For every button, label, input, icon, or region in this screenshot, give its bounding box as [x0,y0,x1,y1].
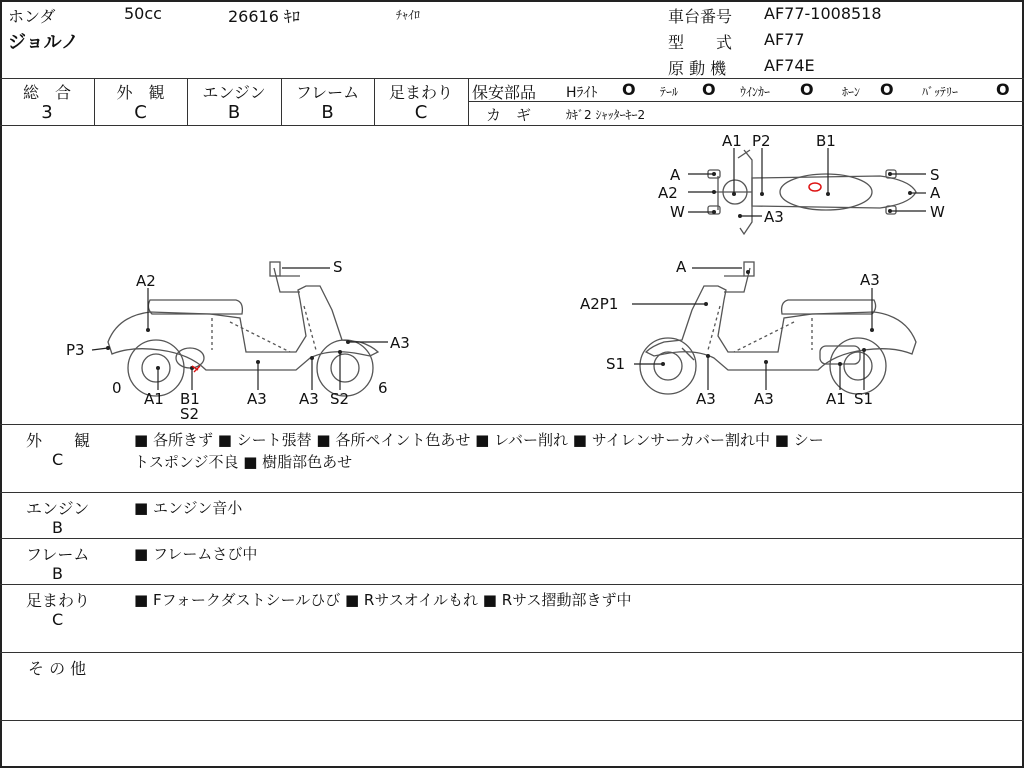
type-value: AF77 [764,30,805,49]
diag-top-w-right: W [930,203,945,221]
diag-right-s1b: S1 [854,390,874,408]
key-label: カ ギ [486,106,532,124]
remark-suspension-text: ■ Fフォークダストシールひび ■ Rサスオイルもれ ■ Rサス摺動部きず中 [134,591,632,609]
diag-left-s: S [333,258,343,276]
top-view-scooter [708,150,916,234]
type-label: 型 式 [668,33,733,52]
grade-suspension-value: C [414,102,428,123]
safety-horn: ﾎｰﾝ [842,85,861,99]
diag-top-b1: B1 [816,132,836,150]
safety-headlight-mark: O [622,80,636,99]
engine-value: AF74E [764,56,815,75]
safety-winker-mark: O [800,80,814,99]
diag-left-a1: A1 [144,390,164,408]
remark-frame-grade: B [52,564,63,583]
remark-suspension-grade: C [52,610,64,629]
key-value: ｶｷﾞ2 ｼｬｯﾀｰｷｰ2 [566,108,646,122]
diag-top-a-left: A [670,166,681,184]
safety-tail: ﾃｰﾙ [660,85,679,99]
remark-exterior-text-2: トスポンジ不良 ■ 樹脂部色あせ [134,453,353,471]
diag-right-a3a: A3 [696,390,716,408]
remark-suspension-label: 足まわり [26,591,91,610]
diag-top-a1: A1 [722,132,742,150]
diag-left-6: 6 [378,379,388,397]
grade-overall-value: 3 [41,102,53,123]
frame-number-label: 車台番号 [668,7,733,26]
diag-top-w-left: W [670,203,685,221]
diag-left-b1: B1 [180,390,200,408]
diag-left-p3: P3 [66,341,85,359]
remark-other-label: そ の 他 [28,659,87,678]
diag-left-a3c: A3 [390,334,410,352]
remark-exterior-label: 外 観 [26,431,91,450]
grade-frame-label: フレーム [295,83,360,102]
diag-right-s1a: S1 [606,355,626,373]
remark-frame-text: ■ フレームさび中 [134,545,258,563]
model-name: ジョルノ [8,32,79,53]
diag-right-a2p1: A2P1 [580,295,619,313]
diag-left-0: 0 [112,379,122,397]
grade-exterior-value: C [134,102,147,123]
grade-engine-label: エンジン [202,83,266,102]
safety-winker: ｳｲﾝｶｰ [740,85,771,99]
safety-battery: ﾊﾞｯﾃﾘｰ [922,85,959,99]
safety-headlight: Hﾗｲﾄ [566,85,598,101]
maker: ホンダ [8,7,56,26]
safety-label: 保安部品 [472,83,537,102]
remark-exterior-text-1: ■ 各所きず ■ シート張替 ■ 各所ペイント色あせ ■ レバー削れ ■ サイレンサーカバー割れ中 ■ シー [134,431,824,449]
diag-right-a1: A1 [826,390,846,408]
diag-left-a3a: A3 [247,390,267,408]
remark-engine-grade: B [52,518,63,537]
diag-top-a3: A3 [764,208,784,226]
diag-left-a2: A2 [136,272,156,290]
engine-label: 原 動 機 [668,59,727,78]
diag-top-a2: A2 [658,184,678,202]
diag-right-a3b: A3 [754,390,774,408]
diag-left-a3b: A3 [299,390,319,408]
color: ﾁｬｲﾛ [396,8,421,22]
remark-frame-label: フレーム [26,545,90,564]
grade-frame-value: B [321,102,334,123]
diag-left-s2a: S2 [180,405,200,423]
diag-top-a-right: A [930,184,941,202]
diag-top-s: S [930,166,940,184]
diag-right-a3c: A3 [860,271,880,289]
diag-left-s2b: S2 [330,390,350,408]
safety-tail-mark: O [702,80,716,99]
frame-number-value: AF77-1008518 [764,4,882,23]
remark-exterior-grade: C [52,450,64,469]
diag-right-a: A [676,258,687,276]
remark-engine-label: エンジン [26,499,90,518]
displacement: 50cc [124,4,162,23]
grade-suspension-label: 足まわり [388,83,453,102]
safety-battery-mark: O [996,80,1010,99]
safety-horn-mark: O [880,80,894,99]
remark-engine-text: ■ エンジン音小 [134,499,243,517]
grade-exterior-label: 外 観 [116,83,165,102]
mileage: 26616 ｷﾛ [228,7,300,26]
grade-engine-value: B [227,102,241,123]
diag-top-p2: P2 [752,132,771,150]
grade-overall-label: 総 合 [22,83,71,102]
